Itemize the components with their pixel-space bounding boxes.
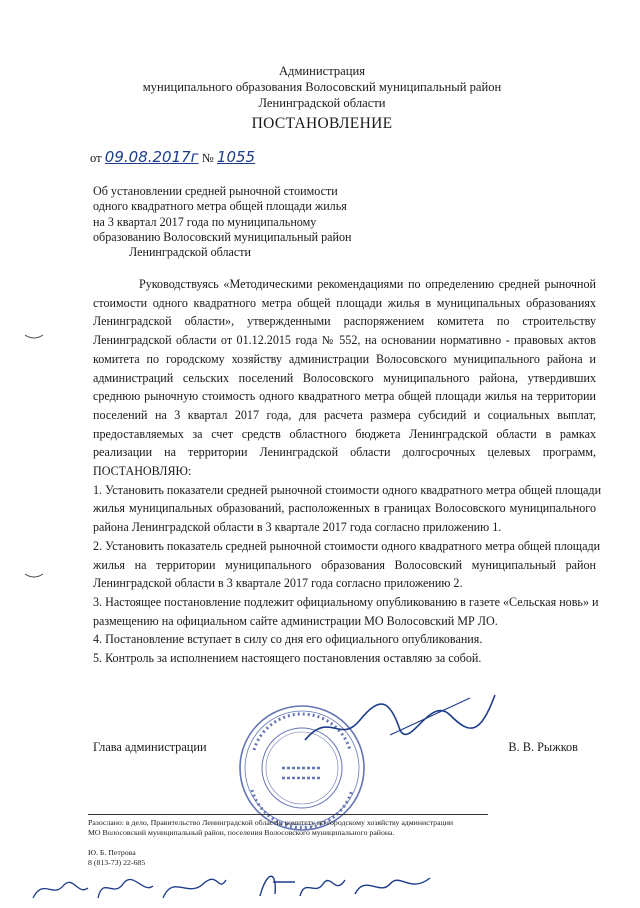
item-3-line: 3. Настоящее постановление подлежит официальному опубликованию в газете «Сельская новь» и	[93, 594, 599, 609]
preamble-line: комитета по городскому хозяйству администрации Волосовского муниципального района и	[93, 351, 596, 366]
preamble-line: Руководствуясь «Методическими рекомендациями по определению средней рыночной	[139, 277, 596, 291]
preamble-line: стоимости одного квадратного метра общей площади жилья в муниципальных образованиях	[93, 295, 596, 310]
preamble-line: предоставляемых за счет средств областного бюджета Ленинградской области в рамках	[93, 426, 596, 441]
document-title: ПОСТАНОВЛЕНИЕ	[251, 115, 393, 132]
item-2-line: Ленинградской области в 3 квартале 2017 года согласно приложению 2.	[93, 576, 463, 591]
executor-phone: 8 (813-73) 22-685	[88, 857, 146, 867]
handwritten-approval-marks	[28, 868, 228, 908]
handwritten-approval-signature	[255, 866, 435, 902]
subject-line: одного квадратного метра общей площади жилья	[93, 199, 347, 214]
item-5: 5. Контроль за исполнением настоящего постановления оставляю за собой.	[93, 651, 482, 666]
subject-line: образованию Волосовский муниципальный район	[93, 229, 352, 244]
distribution-line: Разослано: в дело, Правительство Ленинградской области, комитету по городскому хозяйству администрации	[88, 818, 454, 827]
preamble-line: реализации на территории Ленинградской области долгосрочных целевых программ,	[93, 445, 596, 460]
item-1-line: района Ленинградской области в 3 квартале 2017 года согласно приложению 1.	[93, 520, 502, 535]
decree-word: ПОСТАНОВЛЯЮ:	[93, 464, 192, 479]
item-1-line: 1. Установить показатели средней рыночной стоимости одного квадратного метра общей площади	[93, 482, 602, 497]
date-number-line	[90, 147, 255, 168]
handwritten-signature	[300, 690, 500, 750]
item-2-line: жилья на территории муниципального образования Волосовский муниципальный район	[93, 557, 596, 572]
document-header	[92, 63, 552, 132]
signatory-position: Глава администрации	[93, 740, 207, 754]
header-line-region: Ленинградской области	[258, 96, 386, 110]
item-1-line: жилья муниципальных образований, расположенных в границах Волосовского муниципального	[93, 501, 596, 516]
item-4: 4. Постановление вступает в силу со дня его официального опубликования.	[93, 632, 483, 647]
distribution-line: МО Волосовский муниципальный район, поселения Волосовского муниципального района.	[88, 827, 395, 837]
header-line-municipality: муниципального образования Волосовский муниципальный район	[142, 80, 502, 94]
preamble-line: среднюю рыночную стоимость одного квадратного метра общей площади жилья на территории	[93, 389, 596, 404]
preamble-line: поселений на 3 квартал 2017 года, для расчета размера субсидий и социальных выплат,	[93, 407, 596, 422]
handwritten-date: 09.08.2017г	[104, 148, 199, 166]
date-prefix: от	[90, 151, 102, 165]
handwritten-number: 1055	[216, 148, 256, 166]
subject-line: на 3 квартал 2017 года по муниципальному	[93, 214, 317, 229]
preamble-line: Ленинградской области от 01.12.2015 года № 552, на основании нормативно - правовых актов	[93, 333, 596, 348]
document-subject	[93, 184, 373, 260]
footer-divider	[88, 814, 488, 815]
header-line-administration: Администрация	[278, 64, 366, 78]
item-3-line: размещению на официальном сайте администрации МО Волосовский МР ЛО.	[93, 613, 498, 628]
subject-line: Об установлении средней рыночной стоимости	[93, 184, 338, 198]
margin-binding-mark	[24, 333, 44, 341]
preamble-line: Ленинградской области», утвержденными распоряжением комитета по строительству	[93, 314, 596, 329]
signatory-name: В. В. Рыжков	[508, 740, 578, 754]
margin-binding-mark	[24, 572, 44, 580]
item-2-line: 2. Установить показатель средней рыночной стоимости одного квадратного метра общей площади	[93, 538, 601, 553]
number-sign: №	[201, 151, 214, 165]
executor-info	[88, 848, 145, 867]
executor-name: Ю. Б. Петрова	[88, 848, 136, 857]
document-body	[93, 275, 602, 668]
distribution-list	[88, 818, 508, 837]
preamble-line: администраций сельских поселений Волосовского муниципального района, утвердивших	[93, 370, 596, 385]
subject-line: Ленинградской области	[129, 245, 252, 260]
